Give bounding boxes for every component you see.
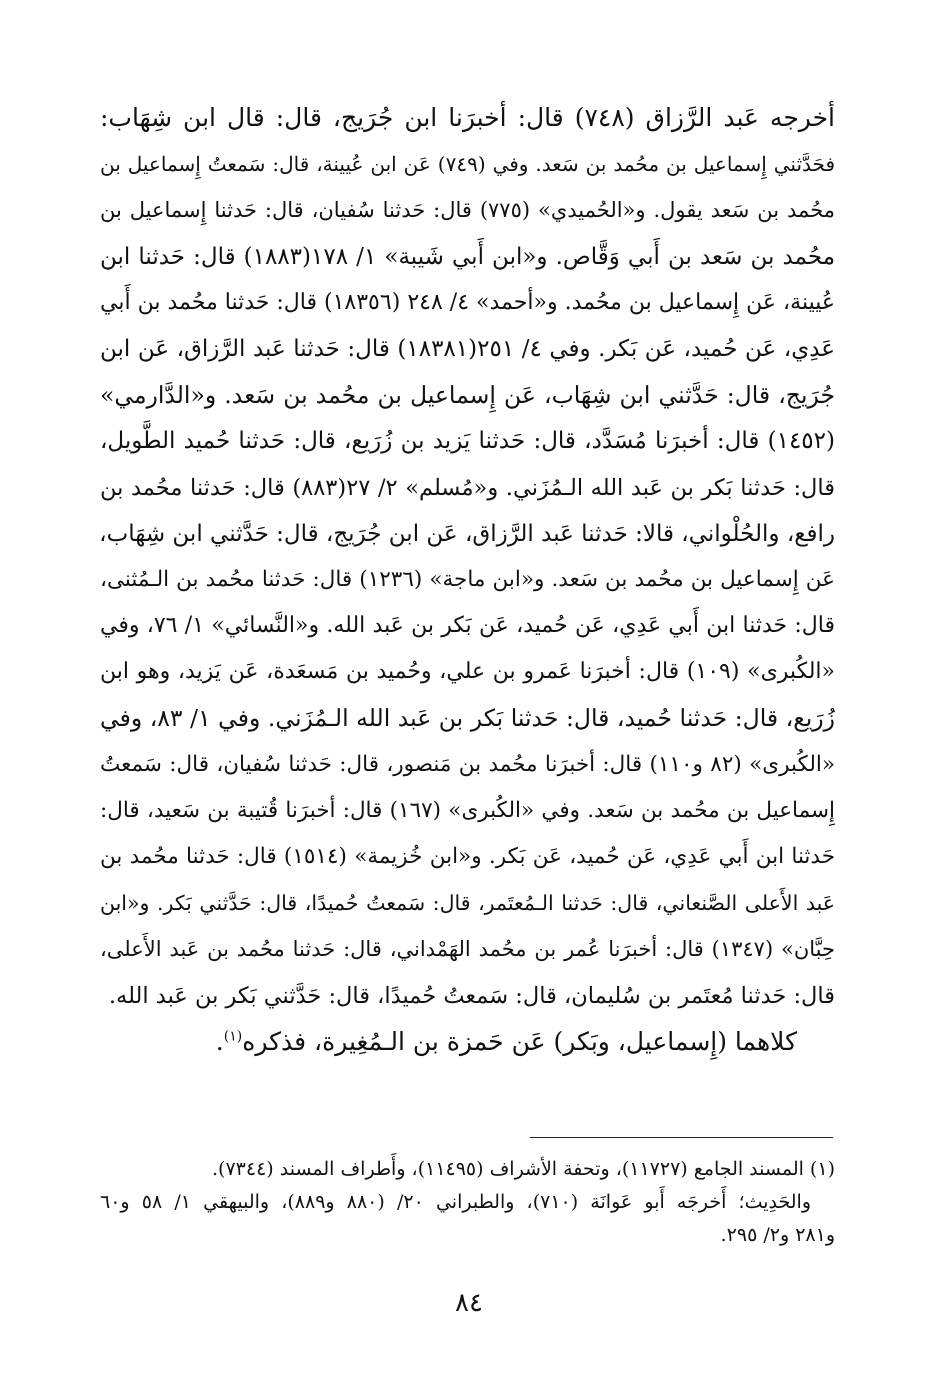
text-line-13: «الكُبرى» (١٠٩) قال: أخبرَنا عَمرو بن علي، وحُميد بن مَسعَدة، عَن يَزيد، وهو ابن: [100, 659, 835, 685]
closing-end: .: [215, 1026, 224, 1056]
text-line-5: عُيينة، عَن إِسماعيل بن محُمد. و«أحمد» ٤/ ٢٤٨ (١٨٣٥٦) قال: حَدثنا محُمد بن أَبي: [100, 289, 835, 315]
text-line-1: أخرجه عَبد الرَّزاق (٧٤٨) قال: أخبرَنا ابن جُرَيج، قال: قال ابن شِهَاب:: [100, 103, 835, 132]
footnotes: [100, 1153, 835, 1252]
page-number: ٨٤: [455, 1288, 483, 1318]
footnote-marker[interactable]: (١): [223, 1028, 243, 1045]
text-line-4: محُمد بن سَعد بن أَبي وَقَّاص. و«ابن أَبي شَيبة» ١/ ١٧٨(١٨٨٣) قال: حَدثنا ابن: [100, 243, 836, 270]
text-line-2: فحَدَّثني إِسماعيل بن محُمد بن سَعد. وفي (٧٤٩) عَن ابن عُيينة، قال: سَمعتُ إِسماعيل بن: [100, 152, 835, 177]
text-line-9: قال: حَدثنا بَكر بن عَبد الله الـمُزَني. و«مُسلم» ٢/ ٢٧(٨٨٣) قال: حَدثنا محُمد بن: [100, 474, 835, 501]
text-line-20: قال: حَدثنا مُعتَمر بن سُليمان، قال: سَمعتُ حُميدًا، قال: حَدَّثني بَكر بن عَبد الله.: [108, 982, 835, 1009]
closing-text: كلاهما (إِسماعيل، وبَكر) عَن حَمزة بن الـمُغِيرة، فذكره: [242, 1026, 797, 1056]
text-line-17: حَدثنا ابن أَبي عَدِي، عَن حُميد، عَن بَكر. و«ابن خُزيمة» (١٥١٤) قال: حَدثنا محُمد بن: [100, 844, 835, 869]
footnote-line-2: والحَدِيث؛ أَخرجَه أَبو عَوانَة (٧١٠)، والطبراني ٢٠/ (٨٨٠ و٨٨٩)، والبيهقي ١/ ٥٨ و٦٠: [100, 1191, 811, 1213]
closing-line: [100, 1019, 835, 1065]
text-line-12: قال: حَدثنا ابن أَبي عَدِي، عَن حُميد، عَن بَكر بن عَبد الله. و«النَّسائي» ١/ ٧٦، وفي: [100, 613, 836, 639]
text-line-8: (١٤٥٢) قال: أخبرَنا مُسَدَّد، قال: حَدثنا يَزيد بن زُرَيع، قال: حَدثنا حُميد الطَّويل،: [100, 428, 835, 455]
footnote-1: (١) المسند الجامع (١١٧٢٧)، وتحفة الأشراف (١١٤٩٥)، وأَطراف المسند (٧٣٤٤).: [212, 1158, 835, 1180]
text-line-14: زُرَيع، قال: حَدثنا حُميد، قال: حَدثنا بَكر بن عَبد الله الـمُزَني. وفي ١/ ٨٣، وفي: [100, 704, 835, 733]
text-line-10: رافع، والحُلْواني، قالا: حَدثنا عَبد الرَّزاق، عَن ابن جُرَيج، قال: حَدَّثني ابن شِهَاب،: [99, 520, 835, 547]
text-line-11: عَن إِسماعيل بن محُمد بن سَعد. و«ابن ماجة» (١٢٣٦) قال: حَدثنا محُمد بن الـمُثنى،: [100, 566, 835, 592]
text-line-15: «الكُبرى» (٨٢ و١١٠) قال: أخبرَنا محُمد بن مَنصور، قال: حَدثنا سُفيان، قال: سَمعتُ: [100, 751, 836, 777]
text-line-18: عَبد الأَعلى الصَّنعاني، قال: حَدثنا الـمُعتَمر، قال: سَمعتُ حُميدًا، قال: حَدَّثني بَكر. و«ابن: [100, 891, 835, 916]
footnote-line-3: و٢٨١ و٢/ ٢٩٥.: [720, 1224, 835, 1246]
text-line-19: حِبَّان» (١٣٤٧) قال: أخبرَنا عُمر بن محُمد الهَمْداني، قال: حَدثنا محُمد بن عَبد الأَعلى،: [100, 937, 835, 962]
main-text: [100, 95, 835, 1065]
text-line-6: عَدِي، عَن حُميد، عَن بَكر. وفي ٤/ ٢٥١(١٨٣٨١) قال: حَدثنا عَبد الرَّزاق، عَن ابن: [100, 335, 835, 362]
text-line-16: إِسماعيل بن محُمد بن سَعد. وفي «الكُبرى» (١٦٧) قال: أخبرَنا قُتيبة بن سَعيد، قال:: [100, 797, 835, 823]
text-line-7: جُرَيج، قال: حَدَّثني ابن شِهَاب، عَن إِسماعيل بن محُمد بن سَعد. و«الدَّارمي»: [100, 381, 835, 410]
text-line-3: محُمد بن سَعد يقول. و«الحُميدي» (٧٧٥) قال: حَدثنا سُفيان، قال: حَدثنا إِسماعيل بن: [100, 198, 835, 223]
footnote-divider: [530, 1137, 833, 1138]
